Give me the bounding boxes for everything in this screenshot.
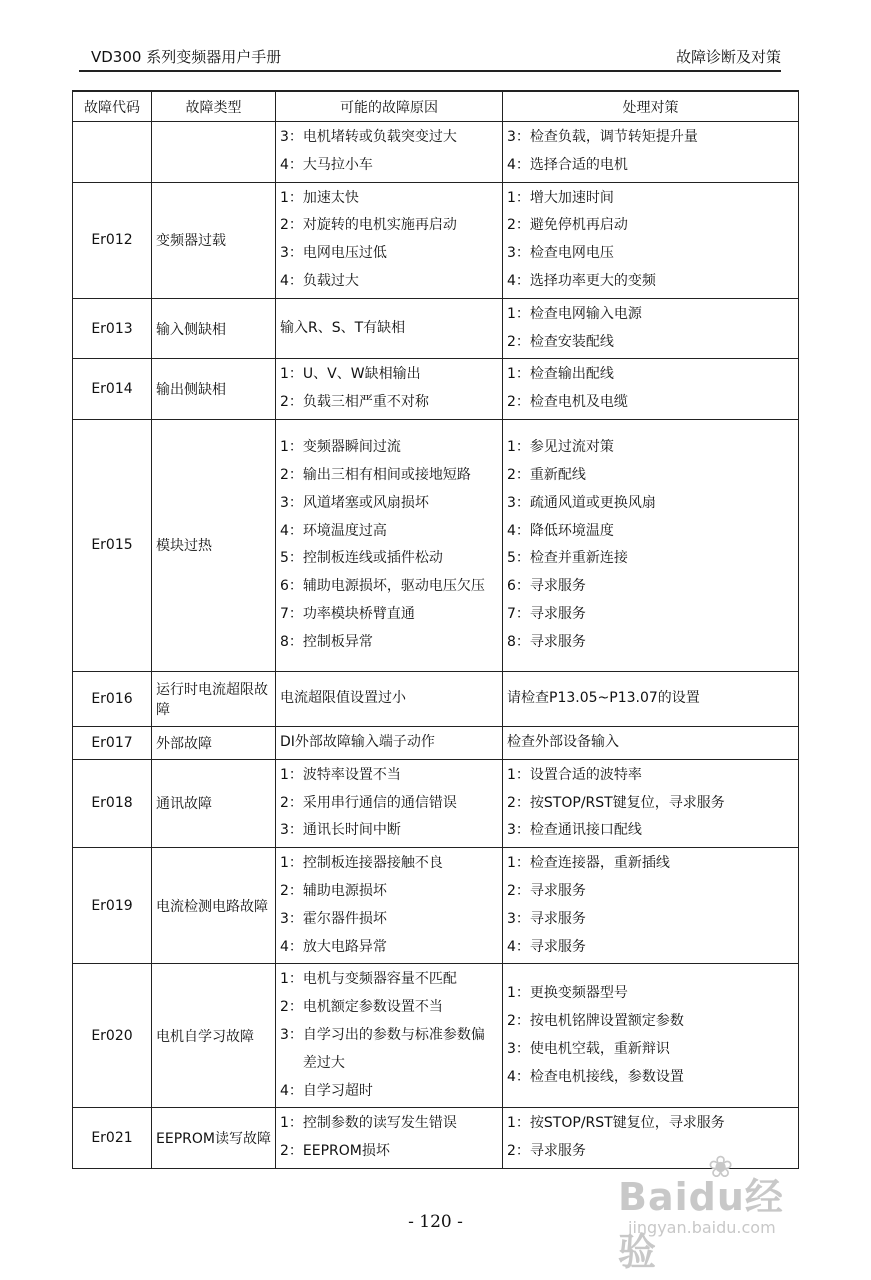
fault-type: 电机自学习故障 [152, 964, 276, 1108]
item-text: 寻求服务 [529, 606, 586, 623]
item-text: 请检查P13.05~P13.07的设置 [507, 690, 700, 707]
solution-item [507, 573, 794, 601]
item-number: 4： [507, 938, 530, 955]
header-solutions: 处理对策 [503, 91, 799, 122]
table-row [73, 419, 799, 671]
solution-item [507, 518, 794, 546]
item-number: 3： [507, 1040, 530, 1057]
item-text: 辅助电源损坏，驱动电压欠压 [302, 578, 485, 595]
item-number: 6： [507, 578, 530, 595]
item-number: 2： [507, 217, 530, 234]
fault-solutions [503, 671, 799, 726]
item-text: 电机额定参数设置不当 [302, 999, 443, 1016]
item-number: 4： [280, 272, 303, 289]
fault-code: Er021 [73, 1108, 152, 1169]
item-text: 检查通讯接口配线 [529, 822, 642, 839]
fault-solutions [503, 419, 799, 671]
item-number: 4： [280, 156, 303, 173]
item-text: 控制板异常 [302, 633, 373, 650]
item-text: 更换变频器型号 [529, 985, 628, 1002]
item-text: 参见过流对策 [529, 439, 614, 456]
item-text: 风道堵塞或风扇损坏 [302, 494, 429, 511]
cause-item [280, 629, 498, 657]
cause-item [280, 601, 498, 629]
table-row [73, 122, 799, 183]
solution-item [507, 906, 794, 934]
item-text: DI外部故障输入端子动作 [280, 733, 435, 750]
fault-type: 输出侧缺相 [152, 359, 276, 420]
cause-item [280, 729, 498, 757]
solution-item [507, 389, 794, 417]
item-number: 3： [507, 822, 530, 839]
item-text: 寻求服务 [529, 578, 586, 595]
fault-type [152, 122, 276, 183]
item-text: 检查输出配线 [529, 366, 614, 383]
fault-causes [276, 359, 503, 420]
item-number: 5： [280, 550, 303, 567]
cause-item [280, 315, 498, 343]
item-number: 2： [280, 394, 303, 411]
fault-causes [276, 122, 503, 183]
solution-item [507, 124, 794, 152]
solution-item [507, 212, 794, 240]
item-number: 1： [507, 439, 530, 456]
solution-item [507, 850, 794, 878]
item-number: 3： [280, 910, 303, 927]
solution-item [507, 878, 794, 906]
item-number: 2： [280, 1143, 303, 1160]
fault-causes [276, 298, 503, 359]
item-number: 3： [507, 129, 530, 145]
fault-type: 变频器过载 [152, 182, 276, 298]
item-text: 控制参数的读写发生错误 [302, 1115, 457, 1132]
cause-item [280, 573, 498, 601]
item-text: 寻求服务 [529, 910, 586, 927]
item-number: 1： [507, 766, 530, 783]
item-text: 检查并重新连接 [529, 550, 628, 567]
fault-causes [276, 759, 503, 847]
item-text: 选择合适的电机 [529, 156, 628, 173]
item-number: 4： [507, 272, 530, 289]
item-number: 1： [280, 439, 303, 456]
solution-item [507, 490, 794, 518]
fault-type: 电流检测电路故障 [152, 848, 276, 964]
fault-causes [276, 671, 503, 726]
item-text: EEPROM损坏 [302, 1143, 390, 1160]
fault-code: Er018 [73, 759, 152, 847]
item-text: 检查连接器，重新插线 [529, 855, 670, 872]
fault-code: Er015 [73, 419, 152, 671]
item-number: 2： [280, 217, 303, 234]
item-number: 2： [280, 882, 303, 899]
item-text: U、V、W缺相输出 [302, 366, 421, 383]
watermark-url: jingyan.baidu.com [628, 1218, 776, 1237]
solution-item [507, 462, 794, 490]
item-text: 对旋转的电机实施再启动 [302, 217, 457, 234]
fault-code: Er020 [73, 964, 152, 1108]
solution-item [507, 361, 794, 389]
item-number: 8： [280, 633, 303, 650]
fault-solutions [503, 122, 799, 183]
cause-item [280, 966, 498, 994]
fault-type: 模块过热 [152, 419, 276, 671]
fault-causes [276, 964, 503, 1108]
fault-code: Er017 [73, 726, 152, 759]
item-number: 3： [280, 129, 303, 145]
fault-type: 通讯故障 [152, 759, 276, 847]
item-number: 1： [507, 855, 530, 872]
chapter-title: 故障诊断及对策 [675, 48, 781, 66]
solution-item [507, 301, 794, 329]
item-text: 检查电机及电缆 [529, 394, 628, 411]
item-number: 1： [280, 971, 303, 988]
solution-item [507, 1064, 794, 1092]
page-number: - 120 - [408, 1212, 463, 1232]
item-text: 负载过大 [302, 272, 359, 289]
item-text: 环境温度过高 [302, 522, 387, 539]
item-text: 按电机铭牌设置额定参数 [529, 1013, 684, 1030]
item-text: 使电机空载，重新辩识 [529, 1040, 670, 1057]
item-number: 4： [280, 938, 303, 955]
item-number: 2： [507, 1013, 530, 1030]
fault-type: 外部故障 [152, 726, 276, 759]
table-row [73, 182, 799, 298]
item-number: 2： [280, 999, 303, 1016]
cause-item [280, 268, 498, 296]
table-row [73, 298, 799, 359]
fault-solutions [503, 759, 799, 847]
item-text: 负载三相严重不对称 [302, 394, 429, 411]
cause-item [280, 1110, 498, 1138]
fault-solutions [503, 182, 799, 298]
solution-item [507, 1008, 794, 1036]
item-text: 采用串行通信的通信错误 [302, 794, 457, 811]
item-text: 检查电网输入电源 [529, 305, 642, 322]
item-text: 控制板连接器接触不良 [302, 855, 443, 872]
solution-item [507, 434, 794, 462]
item-number: 3： [507, 910, 530, 927]
cause-item [280, 124, 498, 152]
cause-item [280, 462, 498, 490]
cause-item [280, 490, 498, 518]
cause-item [280, 434, 498, 462]
solution-item [507, 1036, 794, 1064]
cause-item [280, 994, 498, 1022]
cause-item [280, 817, 498, 845]
item-number: 3： [280, 494, 303, 511]
cause-item [280, 361, 498, 389]
item-text: 控制板连线或插件松动 [302, 550, 443, 567]
item-number: 4： [280, 522, 303, 539]
item-number: 1： [280, 189, 303, 206]
manual-title: VD300 系列变频器用户手册 [91, 48, 282, 66]
item-number: 1： [280, 366, 303, 383]
item-text: 通讯长时间中断 [302, 822, 401, 839]
item-text: 检查电机接线，参数设置 [529, 1068, 684, 1085]
item-text: 检查外部设备输入 [507, 733, 619, 750]
fault-solutions [503, 726, 799, 759]
table-row [73, 848, 799, 964]
cause-item [280, 1138, 498, 1166]
item-number: 1： [280, 855, 303, 872]
paw-icon: ❀ [708, 1150, 734, 1185]
cause-item [280, 850, 498, 878]
solution-item [507, 1110, 794, 1138]
item-text: 自学习出的参数与标准参数偏差过大 [302, 1026, 485, 1071]
item-number: 2： [507, 882, 530, 899]
solution-item [507, 152, 794, 180]
item-number: 1： [507, 305, 530, 322]
item-text: 电网电压过低 [302, 245, 387, 262]
fault-type: 输入侧缺相 [152, 298, 276, 359]
item-number: 3： [280, 245, 303, 262]
item-number: 3： [280, 822, 303, 839]
item-number: 7： [280, 606, 303, 623]
item-number: 5： [507, 550, 530, 567]
item-text: 电流超限值设置过小 [280, 690, 406, 707]
fault-type: EEPROM读写故障 [152, 1108, 276, 1169]
fault-code: Er016 [73, 671, 152, 726]
header-fault-type: 故障类型 [152, 91, 276, 122]
item-text: 加速太快 [302, 189, 359, 206]
fault-code: Er013 [73, 298, 152, 359]
item-number: 2： [507, 394, 530, 411]
item-text: 寻求服务 [529, 882, 586, 899]
item-number: 1： [280, 766, 303, 783]
item-text: 变频器瞬间过流 [302, 439, 401, 456]
baidu-watermark [618, 1148, 818, 1274]
cause-item [280, 389, 498, 417]
item-text: 电机堵转或负载突变过大 [302, 129, 457, 145]
item-number: 2： [507, 467, 530, 484]
item-text: 检查安装配线 [529, 333, 614, 350]
item-number: 1： [280, 1115, 303, 1132]
item-number: 3： [507, 494, 530, 511]
table-row [73, 726, 799, 759]
item-text: 寻求服务 [529, 633, 586, 650]
solution-item [507, 729, 794, 757]
item-text: 增大加速时间 [529, 189, 614, 206]
fault-solutions [503, 298, 799, 359]
page-header [79, 44, 781, 72]
item-text: 输入R、S、T有缺相 [280, 319, 406, 336]
fault-solutions [503, 964, 799, 1108]
item-text: 霍尔器件损坏 [302, 910, 387, 927]
item-text: 电机与变频器容量不匹配 [302, 971, 457, 988]
item-text: 选择功率更大的变频 [529, 272, 656, 289]
item-number: 2： [280, 794, 303, 811]
fault-causes [276, 848, 503, 964]
item-text: 放大电路异常 [302, 938, 387, 955]
item-number: 2： [507, 1143, 530, 1160]
cause-item [280, 685, 498, 713]
fault-causes [276, 1108, 503, 1169]
fault-type: 运行时电流超限故障 [152, 671, 276, 726]
cause-item [280, 934, 498, 962]
item-number: 1： [507, 1115, 530, 1132]
cause-item [280, 545, 498, 573]
fault-table [72, 90, 799, 1169]
solution-item [507, 685, 794, 713]
item-text: 功率模块桥臂直通 [302, 606, 415, 623]
item-number: 1： [507, 366, 530, 383]
cause-item [280, 762, 498, 790]
solution-item [507, 762, 794, 790]
solution-item [507, 934, 794, 962]
item-number: 4： [507, 156, 530, 173]
item-text: 检查负载，调节转矩提升量 [529, 129, 698, 145]
item-text: 寻求服务 [529, 1143, 586, 1160]
fault-code: Er014 [73, 359, 152, 420]
item-number: 4： [507, 522, 530, 539]
solution-item [507, 980, 794, 1008]
solution-item [507, 329, 794, 357]
fault-solutions [503, 359, 799, 420]
item-number: 2： [280, 467, 303, 484]
item-number: 3： [280, 1026, 303, 1043]
watermark-logo: Baidu经验 [618, 1175, 784, 1274]
item-text: 大马拉小车 [302, 156, 373, 173]
item-number: 6： [280, 578, 303, 595]
item-number: 2： [507, 794, 530, 811]
item-number: 1： [507, 985, 530, 1002]
item-text: 避免停机再启动 [529, 217, 628, 234]
item-text: 按STOP/RST键复位，寻求服务 [529, 1115, 725, 1132]
solution-item [507, 817, 794, 845]
item-text: 波特率设置不当 [302, 766, 401, 783]
cause-item [280, 240, 498, 268]
cause-item [280, 185, 498, 213]
fault-causes [276, 182, 503, 298]
item-text: 检查电网电压 [529, 245, 614, 262]
item-text: 设置合适的波特率 [529, 766, 642, 783]
solution-item [507, 601, 794, 629]
fault-code: Er019 [73, 848, 152, 964]
header-causes: 可能的故障原因 [276, 91, 503, 122]
solution-item [507, 240, 794, 268]
cause-item [280, 1078, 498, 1106]
solution-item [507, 268, 794, 296]
solution-item [507, 185, 794, 213]
fault-causes [276, 419, 503, 671]
cause-item [280, 518, 498, 546]
table-row [73, 759, 799, 847]
item-number: 8： [507, 633, 530, 650]
cause-item [280, 212, 498, 240]
cause-item [280, 906, 498, 934]
item-text: 重新配线 [529, 467, 586, 484]
fault-code [73, 122, 152, 183]
item-text: 降低环境温度 [529, 522, 614, 539]
item-text: 疏通风道或更换风扇 [529, 494, 656, 511]
table-row [73, 964, 799, 1108]
item-number: 4： [280, 1082, 303, 1099]
cause-item [280, 878, 498, 906]
item-number: 3： [507, 245, 530, 262]
table-header-row [73, 91, 799, 122]
item-number: 4： [507, 1068, 530, 1085]
cause-item [280, 1022, 498, 1078]
solution-item [507, 629, 794, 657]
item-number: 1： [507, 189, 530, 206]
cause-item [280, 790, 498, 818]
item-number: 7： [507, 606, 530, 623]
solution-item [507, 790, 794, 818]
item-number: 2： [507, 333, 530, 350]
item-text: 寻求服务 [529, 938, 586, 955]
item-text: 自学习超时 [302, 1082, 373, 1099]
item-text: 输出三相有相间或接地短路 [302, 467, 471, 484]
table-row [73, 671, 799, 726]
table-row [73, 359, 799, 420]
cause-item [280, 152, 498, 180]
item-text: 辅助电源损坏 [302, 882, 387, 899]
item-text: 按STOP/RST键复位，寻求服务 [529, 794, 725, 811]
fault-code: Er012 [73, 182, 152, 298]
solution-item [507, 545, 794, 573]
header-fault-code: 故障代码 [73, 91, 152, 122]
fault-solutions [503, 848, 799, 964]
fault-causes [276, 726, 503, 759]
